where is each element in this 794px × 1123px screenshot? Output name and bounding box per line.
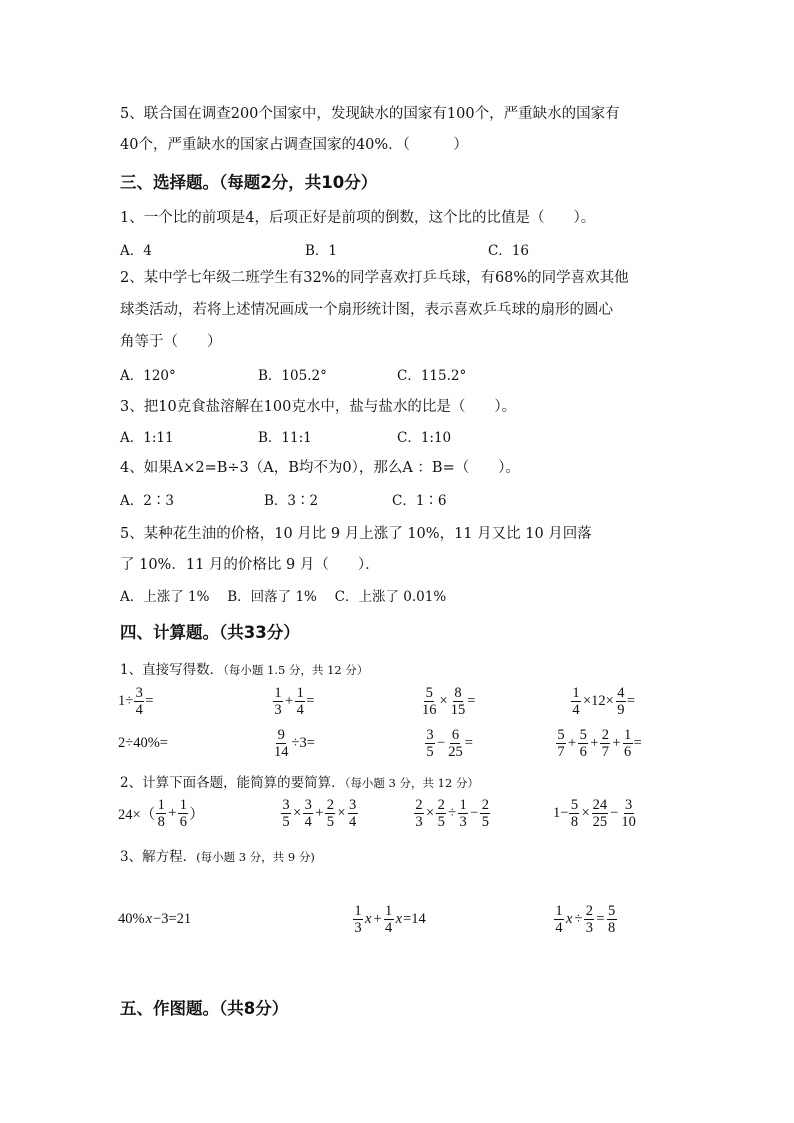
fraction xyxy=(592,797,609,830)
variable: x xyxy=(365,911,372,927)
s4-sub2-note: （每小题 3 分，共 12 分） xyxy=(344,776,479,790)
numerator: 5 xyxy=(607,903,616,919)
calc-1-1 xyxy=(118,685,153,718)
operator: × xyxy=(581,805,590,821)
denominator: 5 xyxy=(437,814,445,830)
s3-q4-option-a: A．2∶3 xyxy=(120,493,174,509)
s3-q1-option-b: B．1 xyxy=(305,243,338,259)
numerator: 3 xyxy=(282,797,290,813)
fraction xyxy=(273,727,290,760)
operator: + xyxy=(612,735,621,751)
numerator: 3 xyxy=(348,797,357,813)
operator: × xyxy=(426,805,435,821)
s3-q5-line1: 5、某种花生油的价格，10 月比 9 月上涨了 10%，11 月又比 10 月回落 xyxy=(120,526,592,542)
s3-q4-stem: 4、如果A×2=B÷3（A，B均不为0），那么A ：B=（ ）。 xyxy=(120,460,520,476)
fraction xyxy=(156,797,166,830)
s3-q3-option-b: B．11:1 xyxy=(258,430,312,446)
operator: × xyxy=(337,805,346,821)
fraction xyxy=(578,727,588,760)
s3-q5-line2: 了 10%．11 月的价格比 9 月（ ）． xyxy=(120,557,380,573)
denominator: 7 xyxy=(557,744,565,760)
fraction xyxy=(325,797,335,830)
numerator: 1 xyxy=(179,797,187,813)
fraction xyxy=(348,797,358,830)
expr-text: =14 xyxy=(403,911,426,927)
operator: − xyxy=(437,735,446,751)
expr-text: 1÷ xyxy=(118,693,134,709)
operator: − xyxy=(610,805,619,821)
fraction xyxy=(273,685,283,718)
operator: + xyxy=(590,735,599,751)
variable: x xyxy=(566,911,573,927)
numerator: 2 xyxy=(326,797,334,813)
s3-q2-option-c: C．115.2° xyxy=(397,368,467,384)
operator: = xyxy=(596,911,605,927)
denominator: 14 xyxy=(274,744,289,760)
denominator: 4 xyxy=(555,920,563,936)
equation-3 xyxy=(553,903,618,936)
equation-1 xyxy=(118,911,191,928)
s3-q5-options: A．上涨了 1% B．回落了 1% C．上涨了 0.01% xyxy=(120,589,447,605)
calc-2-2 xyxy=(272,727,316,760)
denominator: 25 xyxy=(448,744,463,760)
fraction xyxy=(178,797,188,830)
denominator: 25 xyxy=(592,814,608,830)
denominator: 5 xyxy=(282,814,290,830)
s3-q2-option-b: B．105.2° xyxy=(258,368,327,384)
s3-q1-option-a: A．4 xyxy=(120,243,152,259)
numerator: 1 xyxy=(274,685,282,701)
operator: + xyxy=(373,911,382,927)
numerator: 2 xyxy=(437,797,445,813)
fraction xyxy=(295,685,305,718)
operator: ÷ xyxy=(574,911,583,927)
s4-sub3-title: 3、解方程． xyxy=(120,849,197,865)
fraction xyxy=(414,797,424,830)
numerator: 5 xyxy=(579,727,587,743)
fraction xyxy=(569,797,579,830)
denominator: 8 xyxy=(607,920,616,936)
numerator: 6 xyxy=(451,727,460,743)
fraction xyxy=(134,685,144,718)
numerator: 1 xyxy=(354,903,362,919)
denominator: 3 xyxy=(415,814,423,830)
numerator: 2 xyxy=(415,797,423,813)
variable: x xyxy=(145,911,153,927)
numerator: 3 xyxy=(135,685,143,701)
s4-sub1-note: （每小题 1.5 分，共 12 分） xyxy=(223,663,369,677)
numerator: 5 xyxy=(570,797,579,813)
operator: ×12× xyxy=(583,693,614,709)
operator: + xyxy=(568,735,577,751)
denominator: 5 xyxy=(481,814,489,830)
denominator: 10 xyxy=(621,814,636,830)
numerator: 1 xyxy=(572,685,580,701)
numerator: 1 xyxy=(623,727,632,743)
fraction xyxy=(436,797,446,830)
fraction xyxy=(281,797,291,830)
numerator: 1 xyxy=(296,685,304,701)
denominator: 3 xyxy=(274,702,282,718)
numerator: 3 xyxy=(304,797,312,813)
calc-s2-4 xyxy=(553,797,638,830)
denominator: 16 xyxy=(422,702,437,718)
s3-q3-stem: 3、把10克食盐溶解在100克水中，盐与盐水的比是（ ）。 xyxy=(120,399,517,415)
expr-text: ） xyxy=(189,807,204,823)
denominator: 4 xyxy=(385,920,393,936)
numerator: 1 xyxy=(555,903,563,919)
fraction xyxy=(421,685,438,718)
variable: x xyxy=(395,911,403,927)
denominator: 5 xyxy=(426,744,434,760)
denominator: 3 xyxy=(585,920,594,936)
denominator: 15 xyxy=(450,702,466,718)
equals-sign: = xyxy=(306,693,315,709)
calc-1-4 xyxy=(570,685,635,718)
fraction xyxy=(353,903,363,936)
section4-title: 四、计算题。（共33分） xyxy=(120,623,300,642)
fraction xyxy=(384,903,394,936)
equation-2 xyxy=(352,903,426,936)
operator: + xyxy=(285,693,294,709)
operator: ÷3= xyxy=(291,735,315,751)
section3-title: 三、选择题。（每题2分，共10分） xyxy=(120,173,378,192)
s4-sub1-title: 1、直接写得数． xyxy=(120,662,224,678)
s3-q3-option-c: C．1:10 xyxy=(397,430,452,446)
numerator: 1 xyxy=(385,903,393,919)
fraction xyxy=(607,903,617,936)
s3-q3-option-a: A．1:11 xyxy=(120,430,174,446)
denominator: 4 xyxy=(304,814,312,830)
s3-q4-option-b: B．3∶2 xyxy=(264,493,319,509)
fraction xyxy=(425,727,435,760)
calc-1-2 xyxy=(272,685,314,718)
part2-q5-line1: 5、联合国在调查200个国家中，发现缺水的国家有100个，严重缺水的国家有 xyxy=(120,106,620,122)
part2-q5-line2: 40个，严重缺水的国家占调查国家的40%．（ ） xyxy=(120,137,468,153)
fraction xyxy=(620,797,637,830)
calc-2-3 xyxy=(424,727,473,760)
fraction xyxy=(600,727,610,760)
numerator: 9 xyxy=(277,727,285,743)
expr-text: 2÷40%= xyxy=(118,735,168,751)
denominator: 5 xyxy=(326,814,334,830)
calc-2-1 xyxy=(118,735,168,752)
s4-sub1-heading xyxy=(120,658,368,678)
calc-s2-1 xyxy=(118,797,204,830)
equals-sign: = xyxy=(467,693,476,709)
calc-s2-2 xyxy=(280,797,359,830)
s3-q2-line3: 角等于（ ） xyxy=(120,334,222,350)
expr-text: 1− xyxy=(553,805,569,821)
operator: × xyxy=(439,693,448,709)
numerator: 8 xyxy=(454,685,462,701)
numerator: 5 xyxy=(557,727,565,743)
fraction xyxy=(450,685,467,718)
operator: ÷ xyxy=(448,805,457,821)
numerator: 2 xyxy=(601,727,609,743)
s3-q2-option-a: A．120° xyxy=(120,368,176,384)
denominator: 4 xyxy=(572,702,580,718)
denominator: 8 xyxy=(570,814,579,830)
section5-title: 五、作图题。（共8分） xyxy=(120,999,289,1018)
denominator: 6 xyxy=(623,744,632,760)
fraction xyxy=(458,797,468,830)
calc-s2-3 xyxy=(413,797,491,830)
equals-sign: = xyxy=(464,735,473,751)
equals-sign: = xyxy=(633,735,642,751)
calc-2-4 xyxy=(555,727,642,760)
denominator: 4 xyxy=(296,702,304,718)
denominator: 9 xyxy=(617,702,625,718)
denominator: 3 xyxy=(459,814,467,830)
denominator: 6 xyxy=(579,744,587,760)
s3-q2-line2: 球类活动，若将上述情况画成一个扇形统计图，表示喜欢乒乓球的扇形的圆心 xyxy=(120,302,613,318)
denominator: 3 xyxy=(354,920,362,936)
denominator: 7 xyxy=(601,744,609,760)
equals-sign: = xyxy=(626,693,636,709)
numerator: 1 xyxy=(157,797,165,813)
fraction xyxy=(303,797,313,830)
denominator: 8 xyxy=(157,814,165,830)
operator: × xyxy=(293,805,302,821)
fraction xyxy=(584,903,594,936)
fraction xyxy=(616,685,626,718)
fraction xyxy=(556,727,566,760)
expr-text: 40% xyxy=(118,911,145,927)
fraction xyxy=(623,727,633,760)
numerator: 2 xyxy=(585,903,594,919)
s4-sub3-note: (每小题 3 分，共 9 分) xyxy=(196,850,315,864)
s3-q1-stem: 1、一个比的前项是4，后项正好是前项的倒数，这个比的比值是（ ）。 xyxy=(120,210,596,226)
numerator: 3 xyxy=(624,797,633,813)
operator: − xyxy=(470,805,479,821)
expr-text: 24×（ xyxy=(118,807,156,823)
denominator: 4 xyxy=(135,702,143,718)
equals-sign: = xyxy=(145,693,154,709)
calc-1-3 xyxy=(420,685,475,718)
denominator: 6 xyxy=(179,814,187,830)
numerator: 3 xyxy=(426,727,434,743)
fraction xyxy=(554,903,564,936)
operator: + xyxy=(315,805,324,821)
denominator: 4 xyxy=(348,814,357,830)
s4-sub2-title: 2、计算下面各题，能简算的要简算． xyxy=(120,775,345,791)
numerator: 5 xyxy=(425,685,433,701)
numerator: 4 xyxy=(617,685,625,701)
s3-q2-line1: 2、某中学七年级二班学生有32%的同学喜欢打乒乓球，有68%的同学喜欢其他 xyxy=(120,270,629,286)
fraction xyxy=(571,685,581,718)
expr-text: −3=21 xyxy=(153,911,192,927)
s3-q1-option-c: C．16 xyxy=(488,243,530,259)
s4-sub2-heading xyxy=(120,771,479,791)
fraction xyxy=(447,727,464,760)
numerator: 2 xyxy=(481,797,489,813)
s3-q4-option-c: C．1∶6 xyxy=(392,493,447,509)
operator: + xyxy=(168,805,177,821)
numerator: 24 xyxy=(592,797,608,813)
numerator: 1 xyxy=(459,797,467,813)
s4-sub3-heading xyxy=(120,845,315,865)
fraction xyxy=(480,797,490,830)
